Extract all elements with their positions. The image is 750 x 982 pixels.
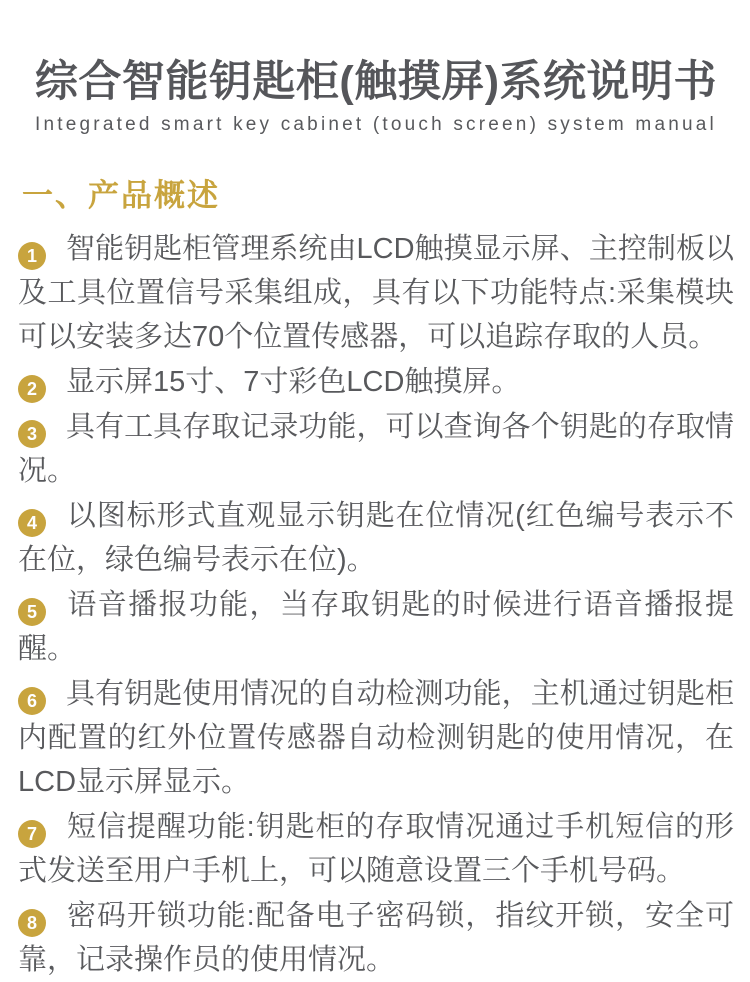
- feature-number-badge: 3: [18, 420, 46, 448]
- feature-item: [18, 227, 734, 359]
- feature-item: [18, 360, 734, 404]
- feature-text: 具有钥匙使用情况的自动检测功能，主机通过钥匙柜内配置的红外位置传感器自动检测钥匙的使用情况，在LCD显示屏显示。: [18, 678, 734, 799]
- feature-item: [18, 894, 734, 982]
- feature-item: [18, 583, 734, 671]
- feature-text: 具有工具存取记录功能，可以查询各个钥匙的存取情况。: [18, 411, 734, 488]
- feature-item: [18, 405, 734, 493]
- feature-number-badge: 8: [18, 909, 46, 937]
- feature-number-badge: 2: [18, 375, 46, 403]
- page-title: 综合智能钥匙柜(触摸屏)系统说明书: [34, 58, 718, 106]
- feature-text: 密码开锁功能:配备电子密码锁，指纹开锁，安全可靠，记录操作员的使用情况。: [18, 900, 734, 977]
- section-heading: 一、产品概述: [22, 178, 220, 214]
- feature-text: 显示屏15寸、7寸彩色LCD触摸屏。: [66, 366, 521, 399]
- feature-text: 智能钥匙柜管理系统由LCD触摸显示屏、主控制板以及工具位置信号采集组成，具有以下功能特点:采集模块可以安装多达70个位置传感器，可以追踪存取的人员。: [18, 233, 734, 354]
- feature-number-badge: 1: [18, 242, 46, 270]
- feature-number-badge: 4: [18, 509, 46, 537]
- doc-header: [18, 0, 734, 136]
- feature-item: [18, 672, 734, 804]
- feature-number-badge: 5: [18, 598, 46, 626]
- feature-number-badge: 6: [18, 687, 46, 715]
- feature-text: 以图标形式直观显示钥匙在位情况(红色编号表示不在位，绿色编号表示在位)。: [18, 500, 734, 577]
- feature-text: 短信提醒功能:钥匙柜的存取情况通过手机短信的形式发送至用户手机上，可以随意设置三个手机号码。: [18, 811, 734, 888]
- feature-item: [18, 805, 734, 893]
- feature-number-badge: 7: [18, 820, 46, 848]
- feature-text: 语音播报功能，当存取钥匙的时候进行语音播报提醒。: [18, 589, 734, 666]
- feature-item: [18, 494, 734, 582]
- feature-list: [18, 227, 734, 982]
- page-subtitle: Integrated smart key cabinet (touch screen) system manual: [35, 114, 717, 136]
